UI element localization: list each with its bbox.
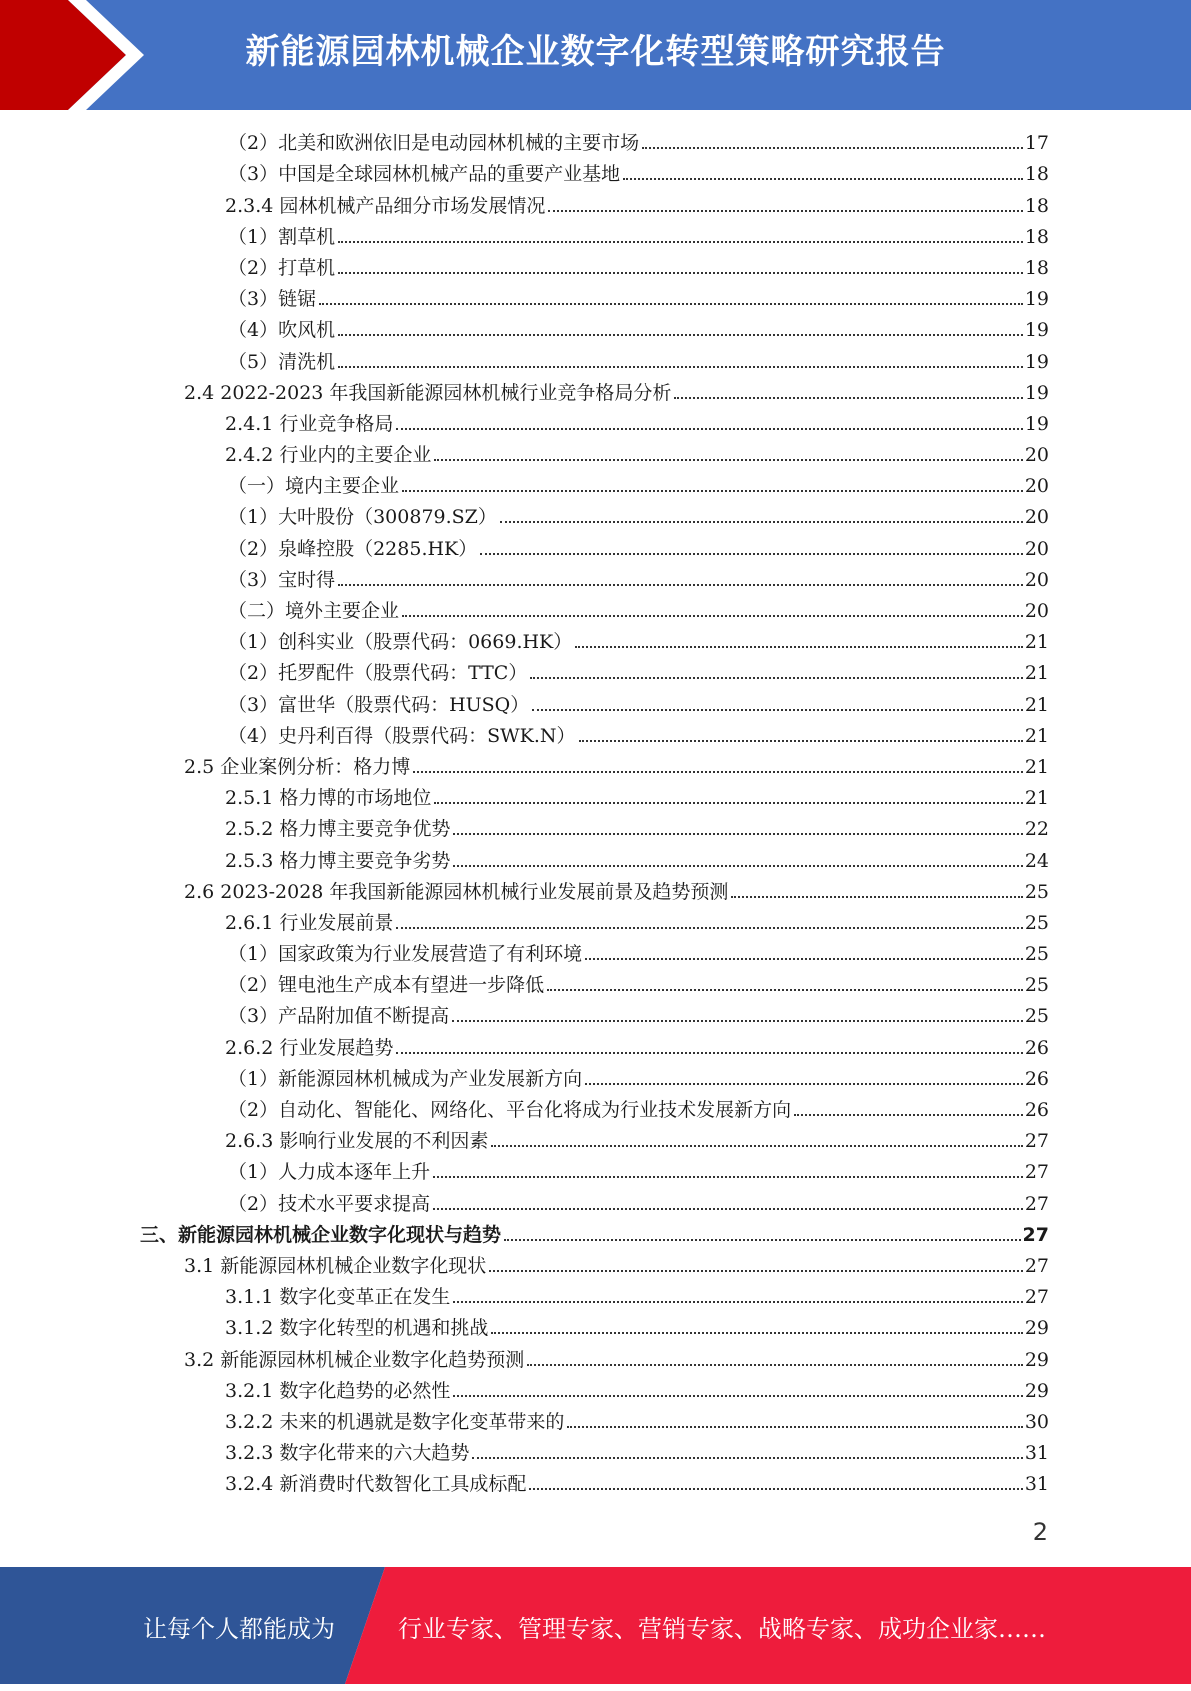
toc-entry-title: 2.6.3 影响行业发展的不利因素 <box>225 1130 489 1153</box>
toc-entry-title: （1）大叶股份（300879.SZ） <box>228 506 497 529</box>
toc-entry-title: 3.2 新能源园林机械企业数字化趋势预测 <box>184 1348 525 1371</box>
toc-entry[interactable] <box>140 314 1049 345</box>
toc-entry-title: （3）链锯 <box>228 288 317 311</box>
toc-entry-title: 3.1.1 数字化变革正在发生 <box>225 1286 451 1309</box>
toc-entry-title: 3.2.3 数字化带来的六大趋势 <box>225 1442 470 1465</box>
toc-dot-leader <box>731 896 1022 898</box>
toc-dot-leader <box>794 1114 1023 1116</box>
toc-entry-page: 31 <box>1024 1442 1049 1465</box>
toc-entry-title: 三、新能源园林机械企业数字化现状与趋势 <box>140 1223 502 1246</box>
toc-entry-title: 2.5.1 格力博的市场地位 <box>225 787 432 810</box>
toc-entry[interactable] <box>140 1343 1049 1374</box>
toc-dot-leader <box>319 303 1023 305</box>
toc-entry-page: 21 <box>1024 693 1049 716</box>
toc-entry-title: （3）富世华（股票代码：HUSQ） <box>228 693 530 716</box>
toc-dot-leader <box>338 241 1023 243</box>
toc-entry-title: （5）清洗机 <box>228 350 336 373</box>
toc-entry-page: 21 <box>1024 755 1049 778</box>
toc-entry-page: 27 <box>1024 1254 1049 1277</box>
toc-entry-page: 19 <box>1024 288 1049 311</box>
toc-entry-page: 19 <box>1024 350 1049 373</box>
toc-entry[interactable] <box>140 345 1049 376</box>
toc-entry-page: 29 <box>1024 1317 1049 1340</box>
toc-entry-page: 22 <box>1024 818 1049 841</box>
toc-entry[interactable] <box>140 501 1049 532</box>
toc-entry-title: 2.5 企业案例分析：格力博 <box>184 755 411 778</box>
toc-entry-page: 29 <box>1024 1379 1049 1402</box>
toc-entry[interactable] <box>140 813 1049 844</box>
toc-entry-page: 18 <box>1024 256 1049 279</box>
toc-entry-page: 20 <box>1024 568 1049 591</box>
toc-entry-page: 25 <box>1024 911 1049 934</box>
toc-entry-page: 17 <box>1024 132 1049 155</box>
toc-dot-leader <box>434 459 1022 461</box>
table-of-contents <box>140 127 1049 1499</box>
toc-entry-title: 3.2.2 未来的机遇就是数字化变革带来的 <box>225 1410 565 1433</box>
toc-entry[interactable] <box>140 1312 1049 1343</box>
toc-entry-title: 2.4.1 行业竞争格局 <box>225 412 394 435</box>
toc-entry[interactable] <box>140 657 1049 688</box>
toc-entry[interactable] <box>140 595 1049 626</box>
toc-dot-leader <box>434 802 1022 804</box>
toc-entry-title: （2）打草机 <box>228 256 336 279</box>
toc-dot-leader <box>413 771 1023 773</box>
toc-dot-leader <box>491 1145 1022 1147</box>
toc-entry-title: （2）自动化、智能化、网络化、平台化将成为行业技术发展新方向 <box>228 1099 792 1121</box>
toc-entry-title: （二）境外主要企业 <box>228 600 400 622</box>
toc-dot-leader <box>402 615 1023 617</box>
toc-dot-leader <box>396 927 1022 929</box>
toc-entry-title: （1）创科实业（股票代码：0669.HK） <box>228 631 573 654</box>
toc-entry-page: 18 <box>1024 163 1049 186</box>
toc-entry-page: 21 <box>1024 631 1049 654</box>
toc-entry-title: （1）割草机 <box>228 225 336 248</box>
toc-entry-title: （1）国家政策为行业发展营造了有利环境 <box>228 943 583 966</box>
toc-entry-page: 20 <box>1024 444 1049 467</box>
toc-entry[interactable] <box>140 470 1049 501</box>
toc-entry[interactable] <box>140 782 1049 813</box>
page-footer <box>0 1567 1191 1684</box>
toc-entry-page: 26 <box>1024 1067 1049 1090</box>
toc-entry[interactable] <box>140 1406 1049 1437</box>
toc-entry[interactable] <box>140 1063 1049 1094</box>
toc-entry-page: 21 <box>1024 724 1049 747</box>
toc-entry-title: 2.3.4 园林机械产品细分市场发展情况 <box>225 194 546 217</box>
toc-entry[interactable] <box>140 844 1049 875</box>
toc-dot-leader <box>489 1270 1023 1272</box>
toc-entry-title: 2.4 2022-2023 年我国新能源园林机械行业竞争格局分析 <box>184 381 672 404</box>
toc-dot-leader <box>575 646 1023 648</box>
toc-entry[interactable] <box>140 158 1049 189</box>
toc-entry-page: 25 <box>1024 1005 1049 1028</box>
footer-slogan-left: 让每个人都能成为 <box>143 1615 335 1643</box>
toc-entry[interactable] <box>140 377 1049 408</box>
toc-entry-page: 26 <box>1024 1099 1049 1121</box>
footer-slogan-right: 行业专家、管理专家、营销专家、战略专家、成功企业家…… <box>398 1615 1046 1643</box>
toc-entry[interactable] <box>140 1156 1049 1187</box>
toc-dot-leader <box>396 428 1022 430</box>
toc-entry-page: 18 <box>1024 194 1049 217</box>
toc-entry[interactable] <box>140 564 1049 595</box>
toc-entry-page: 27 <box>1024 1286 1049 1309</box>
toc-entry[interactable] <box>140 1219 1049 1250</box>
toc-entry-page: 25 <box>1024 943 1049 966</box>
toc-entry[interactable] <box>140 720 1049 751</box>
toc-entry-page: 25 <box>1024 880 1049 903</box>
toc-entry[interactable] <box>140 688 1049 719</box>
toc-dot-leader <box>433 1176 1023 1178</box>
toc-entry[interactable] <box>140 1437 1049 1468</box>
toc-entry[interactable] <box>140 876 1049 907</box>
toc-entry[interactable] <box>140 1187 1049 1218</box>
toc-dot-leader <box>532 709 1023 711</box>
toc-entry[interactable] <box>140 252 1049 283</box>
toc-dot-leader <box>500 521 1023 523</box>
toc-entry-title: （2）泉峰控股（2285.HK） <box>228 537 478 560</box>
toc-entry-page: 20 <box>1024 506 1049 529</box>
toc-entry[interactable] <box>140 221 1049 252</box>
toc-dot-leader <box>402 490 1023 492</box>
toc-entry[interactable] <box>140 1281 1049 1312</box>
toc-entry[interactable] <box>140 1000 1049 1031</box>
toc-entry-page: 25 <box>1024 974 1049 997</box>
toc-entry[interactable] <box>140 1468 1049 1499</box>
toc-dot-leader <box>623 178 1023 180</box>
page-header <box>0 0 1191 110</box>
toc-entry-page: 30 <box>1024 1410 1049 1433</box>
toc-dot-leader <box>453 1301 1022 1303</box>
toc-entry[interactable] <box>140 532 1049 563</box>
toc-entry-title: （2）技术水平要求提高 <box>228 1192 431 1215</box>
toc-entry-page: 20 <box>1024 600 1049 622</box>
toc-entry-title: 2.6 2023-2028 年我国新能源园林机械行业发展前景及趋势预测 <box>184 880 729 903</box>
toc-entry[interactable] <box>140 1031 1049 1062</box>
toc-entry-title: （4）史丹利百得（股票代码：SWK.N） <box>228 724 576 747</box>
toc-entry-title: （3）产品附加值不断提高 <box>228 1005 450 1028</box>
toc-dot-leader <box>642 147 1023 149</box>
toc-dot-leader <box>338 334 1023 336</box>
toc-entry-page: 21 <box>1024 787 1049 810</box>
toc-entry-page: 27 <box>1024 1130 1049 1153</box>
toc-entry[interactable] <box>140 938 1049 969</box>
toc-entry-page: 19 <box>1024 319 1049 342</box>
toc-entry-title: （1）人力成本逐年上升 <box>228 1161 431 1184</box>
toc-entry-title: 2.5.3 格力博主要竞争劣势 <box>225 849 451 872</box>
toc-entry-title: 2.6.2 行业发展趋势 <box>225 1036 394 1059</box>
toc-entry-page: 27 <box>1022 1223 1049 1246</box>
toc-entry[interactable] <box>140 1094 1049 1125</box>
toc-dot-leader <box>491 1332 1022 1334</box>
toc-dot-leader <box>585 958 1023 960</box>
toc-dot-leader <box>529 1488 1022 1490</box>
toc-entry-title: （一）境内主要企业 <box>228 475 400 498</box>
toc-dot-leader <box>396 1052 1022 1054</box>
toc-dot-leader <box>452 1020 1023 1022</box>
toc-entry-page: 27 <box>1024 1192 1049 1215</box>
toc-entry-title: （3）宝时得 <box>228 568 336 591</box>
toc-entry-title: 2.5.2 格力博主要竞争优势 <box>225 818 451 841</box>
toc-entry-page: 29 <box>1024 1348 1049 1371</box>
toc-entry-page: 19 <box>1024 381 1049 404</box>
toc-entry[interactable] <box>140 1125 1049 1156</box>
toc-dot-leader <box>585 1083 1023 1085</box>
toc-entry[interactable] <box>140 283 1049 314</box>
toc-entry[interactable] <box>140 127 1049 158</box>
toc-entry-page: 27 <box>1024 1161 1049 1184</box>
toc-entry-title: 3.1 新能源园林机械企业数字化现状 <box>184 1254 487 1277</box>
toc-entry-page: 19 <box>1024 412 1049 435</box>
toc-entry-title: （4）吹风机 <box>228 319 336 342</box>
toc-dot-leader <box>338 584 1023 586</box>
toc-dot-leader <box>433 1208 1023 1210</box>
toc-entry-title: （2）北美和欧洲依旧是电动园林机械的主要市场 <box>228 132 640 155</box>
toc-entry-title: 2.6.1 行业发展前景 <box>225 911 394 934</box>
toc-dot-leader <box>530 677 1022 679</box>
toc-entry-title: （1）新能源园林机械成为产业发展新方向 <box>228 1067 583 1090</box>
toc-dot-leader <box>548 210 1022 212</box>
toc-entry[interactable] <box>140 439 1049 470</box>
page-number: 2 <box>1032 1518 1048 1546</box>
toc-entry-page: 31 <box>1024 1473 1049 1496</box>
toc-dot-leader <box>504 1239 1021 1241</box>
toc-dot-leader <box>338 366 1023 368</box>
toc-entry-page: 24 <box>1024 849 1049 872</box>
toc-dot-leader <box>453 833 1022 835</box>
toc-entry-title: 2.4.2 行业内的主要企业 <box>225 444 432 467</box>
toc-entry-title: （2）托罗配件（股票代码：TTC） <box>228 662 528 685</box>
toc-dot-leader <box>567 1426 1022 1428</box>
toc-entry[interactable] <box>140 907 1049 938</box>
toc-entry[interactable] <box>140 1250 1049 1281</box>
toc-entry-page: 20 <box>1024 537 1049 560</box>
toc-entry[interactable] <box>140 1375 1049 1406</box>
toc-dot-leader <box>480 553 1023 555</box>
toc-dot-leader <box>674 397 1022 399</box>
toc-entry[interactable] <box>140 969 1049 1000</box>
toc-entry-title: 3.2.1 数字化趋势的必然性 <box>225 1379 451 1402</box>
toc-entry[interactable] <box>140 626 1049 657</box>
toc-dot-leader <box>338 272 1023 274</box>
toc-dot-leader <box>472 1457 1022 1459</box>
toc-dot-leader <box>453 865 1022 867</box>
toc-dot-leader <box>547 989 1023 991</box>
toc-entry-title: 3.1.2 数字化转型的机遇和挑战 <box>225 1317 489 1340</box>
toc-entry-title: （2）锂电池生产成本有望进一步降低 <box>228 974 545 997</box>
toc-dot-leader <box>579 740 1023 742</box>
report-title: 新能源园林机械企业数字化转型策略研究报告 <box>245 32 946 72</box>
toc-entry-page: 20 <box>1024 475 1049 498</box>
toc-entry-page: 21 <box>1024 662 1049 685</box>
toc-dot-leader <box>453 1395 1022 1397</box>
toc-entry[interactable] <box>140 189 1049 220</box>
toc-dot-leader <box>527 1364 1023 1366</box>
toc-entry[interactable] <box>140 751 1049 782</box>
toc-entry-page: 26 <box>1024 1036 1049 1059</box>
toc-entry-title: （3）中国是全球园林机械产品的重要产业基地 <box>228 163 621 186</box>
toc-entry-page: 18 <box>1024 225 1049 248</box>
toc-entry-title: 3.2.4 新消费时代数智化工具成标配 <box>225 1473 527 1496</box>
toc-entry[interactable] <box>140 408 1049 439</box>
